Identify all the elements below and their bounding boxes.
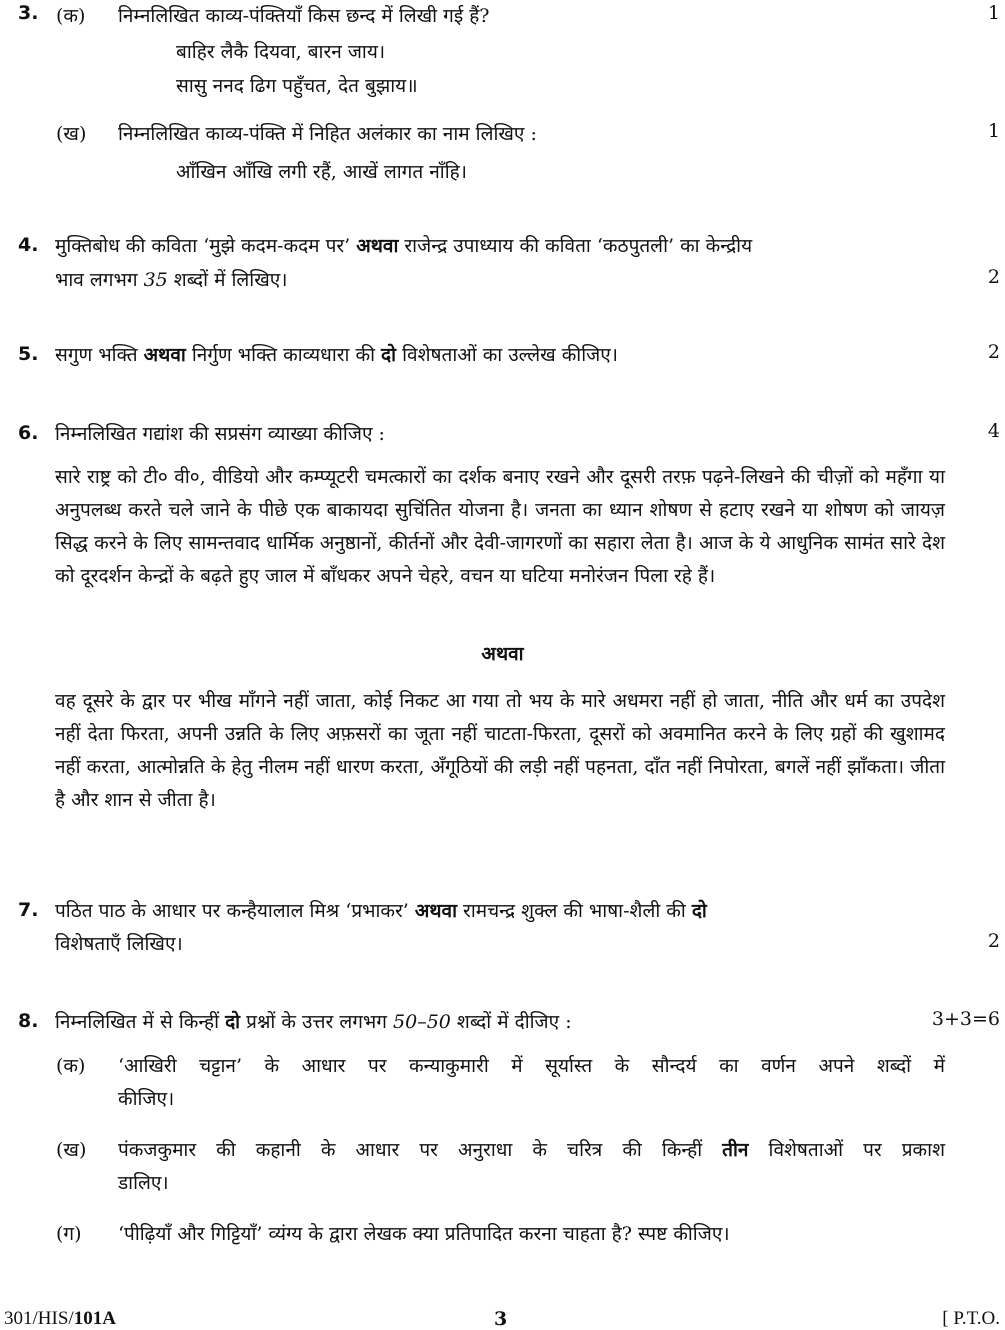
question-number-4: 4. <box>18 234 39 256</box>
q4-marks: 2 <box>987 266 1000 288</box>
q3-a-verse-line-2: सासु ननद ढिग पहुँचत, देत बुझाय॥ <box>176 75 418 97</box>
q5-text: सगुण भक्ति अथवा निर्गुण भक्ति काव्यधारा की दो विशेषताओं का उल्लेख कीजिए। <box>55 344 618 366</box>
q4-line-1: मुक्तिबोध की कविता ‘मुझे कदम-कदम पर’ अथवा राजेन्द्र उपाध्याय की कविता ‘कठपुतली’ का केन्द्रीय <box>55 235 753 257</box>
q4-line-2: भाव लगभग 35 शब्दों में लिखिए। <box>55 269 288 291</box>
q3-a-text: निम्नलिखित काव्य-पंक्तियाँ किस छन्द में लिखी गई हैं? <box>118 5 490 27</box>
q5-marks: 2 <box>987 341 1000 363</box>
q8-a-label: (क) <box>56 1055 86 1077</box>
question-number-5: 5. <box>18 343 39 365</box>
q6-text: निम्नलिखित गद्यांश की सप्रसंग व्याख्या कीजिए : <box>55 423 385 445</box>
q8-b-label: (ख) <box>56 1139 87 1161</box>
q8-c-text: ‘पीढ़ियाँ और गिट्टियाँ’ व्यंग्य के द्वारा लेखक क्या प्रतिपादित करना चाहता है? स्पष्ट कीजिए। <box>118 1223 730 1245</box>
q8-b-line-1: पंकजकुमार की कहानी के आधार पर अनुराधा के चरित्र की किन्हीं तीन विशेषताओं पर प्रकाश <box>118 1139 945 1161</box>
q8-text: निम्नलिखित में से किन्हीं दो प्रश्नों के उत्तर लगभग 50–50 शब्दों में दीजिए : <box>55 1011 572 1033</box>
question-number-6: 6. <box>18 422 39 444</box>
q8-b-text <box>118 1134 945 1200</box>
q6-marks: 4 <box>987 420 1000 442</box>
q7-line-2: विशेषताएँ लिखिए। <box>55 933 183 955</box>
question-number-8: 8. <box>18 1010 39 1032</box>
q8-b-line-2: डालिए। <box>118 1172 169 1194</box>
q8-a-line-1: ‘आखिरी चट्टान’ के आधार पर कन्याकुमारी में सूर्यास्त के सौन्दर्य का वर्णन अपने शब्दों में <box>118 1055 945 1077</box>
q7-marks: 2 <box>987 930 1000 952</box>
q8-marks: 3+3=6 <box>931 1008 1000 1030</box>
q3-b-text: निम्नलिखित काव्य-पंक्ति में निहित अलंकार का नाम लिखिए : <box>118 123 537 145</box>
q3-a-verse-line-1: बाहिर लैकै दियवा, बारन जाय। <box>176 41 386 63</box>
q3-b-marks: 1 <box>987 120 1000 142</box>
question-number-3: 3. <box>18 2 39 24</box>
q6-passage-2: वह दूसरे के द्वार पर भीख माँगने नहीं जाता, कोई निकट आ गया तो भय के मारे अधमरा नहीं हो जाता, नीति और धर्म का उपदेश नहीं देता फिरता, अपनी उन्नति के लिए अफ़सरों का जूता नहीं चाटता-फिरता, दूसरों को अवमानित करने के लिए ग्रहों की खुशामद नहीं करता, आत्मोन्नति के हेतु नीलम नहीं धारण करता, अँगूठियों की लड़ी नहीं पहनता, दाँत नहीं निपोरता, बगलें नहीं झाँकता। जीता है और शान से जीता है। <box>55 690 945 811</box>
q3-b-verse: आँखिन आँखि लगी रहैं, आखें लागत नाँहि। <box>176 161 467 183</box>
q8-c-label: (ग) <box>56 1223 82 1245</box>
q3-a-label: (क) <box>56 5 86 27</box>
paper-code: 301/HIS/101A <box>4 1308 116 1329</box>
q7-line-1: पठित पाठ के आधार पर कन्हैयालाल मिश्र ‘प्रभाकर’ अथवा रामचन्द्र शुक्ल की भाषा-शैली की दो <box>55 900 707 922</box>
q3-b-label: (ख) <box>56 123 87 145</box>
page-number: 3 <box>494 1308 508 1330</box>
question-number-7: 7. <box>18 899 39 921</box>
q8-a-text <box>118 1050 945 1116</box>
q6-or-divider: अथवा <box>481 643 524 665</box>
q8-a-line-2: कीजिए। <box>118 1088 175 1110</box>
pto-label: [ P.T.O. <box>942 1308 1000 1329</box>
q3-a-marks: 1 <box>987 2 1000 24</box>
q6-passage-1: सारे राष्ट्र को टी० वी०, वीडियो और कम्प्यूटरी चमत्कारों का दर्शक बनाए रखने और दूसरी तरफ़ पढ़ने-लिखने की चीज़ों को महँगा या अनुपलब्ध करते चले जाने के पीछे एक बाकायदा सुचिंतित योजना है। जनता का ध्यान शोषण से हटाए रखने या शोषण को जायज़ सिद्ध करने के लिए सामन्तवाद धार्मिक अनुष्ठानों, कीर्तनों और देवी-जागरणों का सहारा लेता है। आज के ये आधुनिक सामंत सारे देश को दूरदर्शन केन्द्रों के बढ़ते हुए जाल में बाँधकर अपने चेहरे, वचन या घटिया मनोरंजन पिला रहे हैं। <box>55 466 945 587</box>
